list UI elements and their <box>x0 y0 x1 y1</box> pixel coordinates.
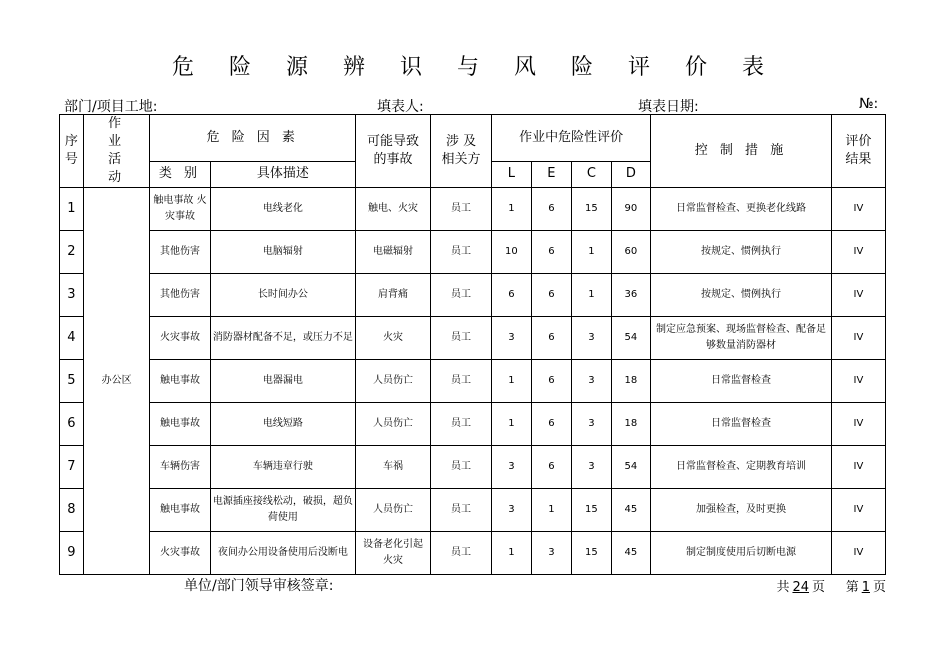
accident-cell: 设备老化引起火灾 <box>356 532 431 575</box>
total-pages: 24 <box>792 580 809 595</box>
result-cell: IV <box>831 188 885 231</box>
result-cell: IV <box>831 274 885 317</box>
control-cell: 制定制度使用后切断电源 <box>651 532 832 575</box>
c-cell: 1 <box>572 274 611 317</box>
col-e-header: E <box>531 161 572 187</box>
l-cell: 3 <box>492 317 531 360</box>
l-cell: 3 <box>492 446 531 489</box>
result-cell: IV <box>831 403 885 446</box>
seq-cell: 7 <box>60 446 84 489</box>
total-prefix: 共 <box>776 580 790 595</box>
description-cell: 消防器材配备不足，或压力不足 <box>210 317 355 360</box>
description-cell: 电源插座接线松动，破损，超负荷使用 <box>210 489 355 532</box>
party-cell: 员工 <box>430 446 491 489</box>
party-cell: 员工 <box>430 274 491 317</box>
description-cell: 电线老化 <box>210 188 355 231</box>
accident-cell: 肩背痛 <box>356 274 431 317</box>
table-row <box>60 231 886 274</box>
result-cell: IV <box>831 489 885 532</box>
d-cell: 18 <box>611 403 650 446</box>
party-cell: 员工 <box>430 532 491 575</box>
e-cell: 6 <box>531 403 572 446</box>
category-cell: 触电事故 火灾事故 <box>150 188 210 231</box>
table-row <box>60 188 886 231</box>
c-cell: 15 <box>572 489 611 532</box>
description-cell: 电脑辐射 <box>210 231 355 274</box>
l-cell: 1 <box>492 360 531 403</box>
table-row <box>60 446 886 489</box>
page-number: 1 <box>861 580 870 595</box>
party-cell: 员工 <box>430 317 491 360</box>
d-cell: 36 <box>611 274 650 317</box>
signature-label: 单位/部门领导审核签章: <box>184 578 334 594</box>
result-cell: IV <box>831 360 885 403</box>
party-cell: 员工 <box>430 231 491 274</box>
party-cell: 员工 <box>430 489 491 532</box>
description-cell: 长时间办公 <box>210 274 355 317</box>
l-cell: 1 <box>492 403 531 446</box>
col-accident-header: 可能导致的事故 <box>356 115 431 188</box>
d-cell: 54 <box>611 446 650 489</box>
col-control-header: 控 制 措 施 <box>651 115 832 188</box>
party-cell: 员工 <box>430 403 491 446</box>
dept-label: 部门/项目工地: <box>64 99 158 115</box>
category-cell: 火灾事故 <box>150 317 210 360</box>
seq-cell: 3 <box>60 274 84 317</box>
e-cell: 6 <box>531 317 572 360</box>
category-cell: 触电事故 <box>150 360 210 403</box>
table-row <box>60 317 886 360</box>
category-cell: 其他伤害 <box>150 231 210 274</box>
table-row <box>60 403 886 446</box>
page-suffix: 页 <box>872 580 886 595</box>
d-cell: 45 <box>611 489 650 532</box>
d-cell: 90 <box>611 188 650 231</box>
l-cell: 1 <box>492 532 531 575</box>
control-cell: 按规定、惯例执行 <box>651 231 832 274</box>
c-cell: 15 <box>572 532 611 575</box>
control-cell: 日常监督检查 <box>651 360 832 403</box>
page-indicator <box>776 576 886 595</box>
accident-cell: 人员伤亡 <box>356 489 431 532</box>
l-cell: 10 <box>492 231 531 274</box>
category-cell: 车辆伤害 <box>150 446 210 489</box>
control-cell: 按规定、惯例执行 <box>651 274 832 317</box>
accident-cell: 人员伤亡 <box>356 403 431 446</box>
description-cell: 电器漏电 <box>210 360 355 403</box>
col-d-header: D <box>611 161 650 187</box>
d-cell: 18 <box>611 360 650 403</box>
description-cell: 电线短路 <box>210 403 355 446</box>
category-cell: 火灾事故 <box>150 532 210 575</box>
accident-cell: 火灾 <box>356 317 431 360</box>
control-cell: 日常监督检查、更换老化线路 <box>651 188 832 231</box>
col-seq-header: 序号 <box>60 115 84 188</box>
d-cell: 60 <box>611 231 650 274</box>
number-label: №: <box>859 96 879 112</box>
c-cell: 3 <box>572 317 611 360</box>
table-row <box>60 532 886 575</box>
seq-cell: 2 <box>60 231 84 274</box>
page-prefix: 第 <box>845 580 859 595</box>
e-cell: 1 <box>531 489 572 532</box>
col-activity-header: 作 业 活 动 <box>83 115 149 188</box>
seq-cell: 5 <box>60 360 84 403</box>
accident-cell: 触电、火灾 <box>356 188 431 231</box>
e-cell: 6 <box>531 188 572 231</box>
e-cell: 3 <box>531 532 572 575</box>
total-suffix: 页 <box>812 580 826 595</box>
e-cell: 6 <box>531 446 572 489</box>
accident-cell: 电磁辐射 <box>356 231 431 274</box>
control-cell: 日常监督检查 <box>651 403 832 446</box>
col-party-header: 涉 及 相关方 <box>430 115 491 188</box>
description-cell: 夜间办公用设备使用后没断电 <box>210 532 355 575</box>
table-row <box>60 489 886 532</box>
c-cell: 3 <box>572 360 611 403</box>
document-title: 危 险 源 辨 识 与 风 险 评 价 表 <box>172 55 778 80</box>
d-cell: 54 <box>611 317 650 360</box>
date-label: 填表日期: <box>638 99 699 115</box>
e-cell: 6 <box>531 231 572 274</box>
seq-cell: 1 <box>60 188 84 231</box>
description-cell: 车辆违章行驶 <box>210 446 355 489</box>
accident-cell: 人员伤亡 <box>356 360 431 403</box>
d-cell: 45 <box>611 532 650 575</box>
control-cell: 加强检查，及时更换 <box>651 489 832 532</box>
control-cell: 日常监督检查、定期教育培训 <box>651 446 832 489</box>
category-cell: 触电事故 <box>150 403 210 446</box>
party-cell: 员工 <box>430 188 491 231</box>
e-cell: 6 <box>531 274 572 317</box>
col-c-header: C <box>572 161 611 187</box>
c-cell: 3 <box>572 446 611 489</box>
hazard-table <box>59 114 886 575</box>
seq-cell: 9 <box>60 532 84 575</box>
c-cell: 1 <box>572 231 611 274</box>
col-evaluation-header: 作业中危险性评价 <box>492 115 651 162</box>
c-cell: 3 <box>572 403 611 446</box>
l-cell: 6 <box>492 274 531 317</box>
filler-label: 填表人: <box>377 99 424 115</box>
control-cell: 制定应急预案、现场监督检查、配备足够数量消防器材 <box>651 317 832 360</box>
col-description-header: 具体描述 <box>210 161 355 187</box>
seq-cell: 6 <box>60 403 84 446</box>
accident-cell: 车祸 <box>356 446 431 489</box>
col-category-header: 类 别 <box>150 161 210 187</box>
l-cell: 1 <box>492 188 531 231</box>
result-cell: IV <box>831 231 885 274</box>
l-cell: 3 <box>492 489 531 532</box>
seq-cell: 8 <box>60 489 84 532</box>
result-cell: IV <box>831 317 885 360</box>
e-cell: 6 <box>531 360 572 403</box>
result-cell: IV <box>831 532 885 575</box>
category-cell: 触电事故 <box>150 489 210 532</box>
col-l-header: L <box>492 161 531 187</box>
table-row <box>60 274 886 317</box>
seq-cell: 4 <box>60 317 84 360</box>
result-cell: IV <box>831 446 885 489</box>
activity-cell: 办公区 <box>83 188 149 575</box>
c-cell: 15 <box>572 188 611 231</box>
party-cell: 员工 <box>430 360 491 403</box>
col-hazard-header: 危 险 因 素 <box>150 115 356 162</box>
header-row-1 <box>60 115 886 162</box>
category-cell: 其他伤害 <box>150 274 210 317</box>
col-result-header: 评价结果 <box>831 115 885 188</box>
table-row <box>60 360 886 403</box>
